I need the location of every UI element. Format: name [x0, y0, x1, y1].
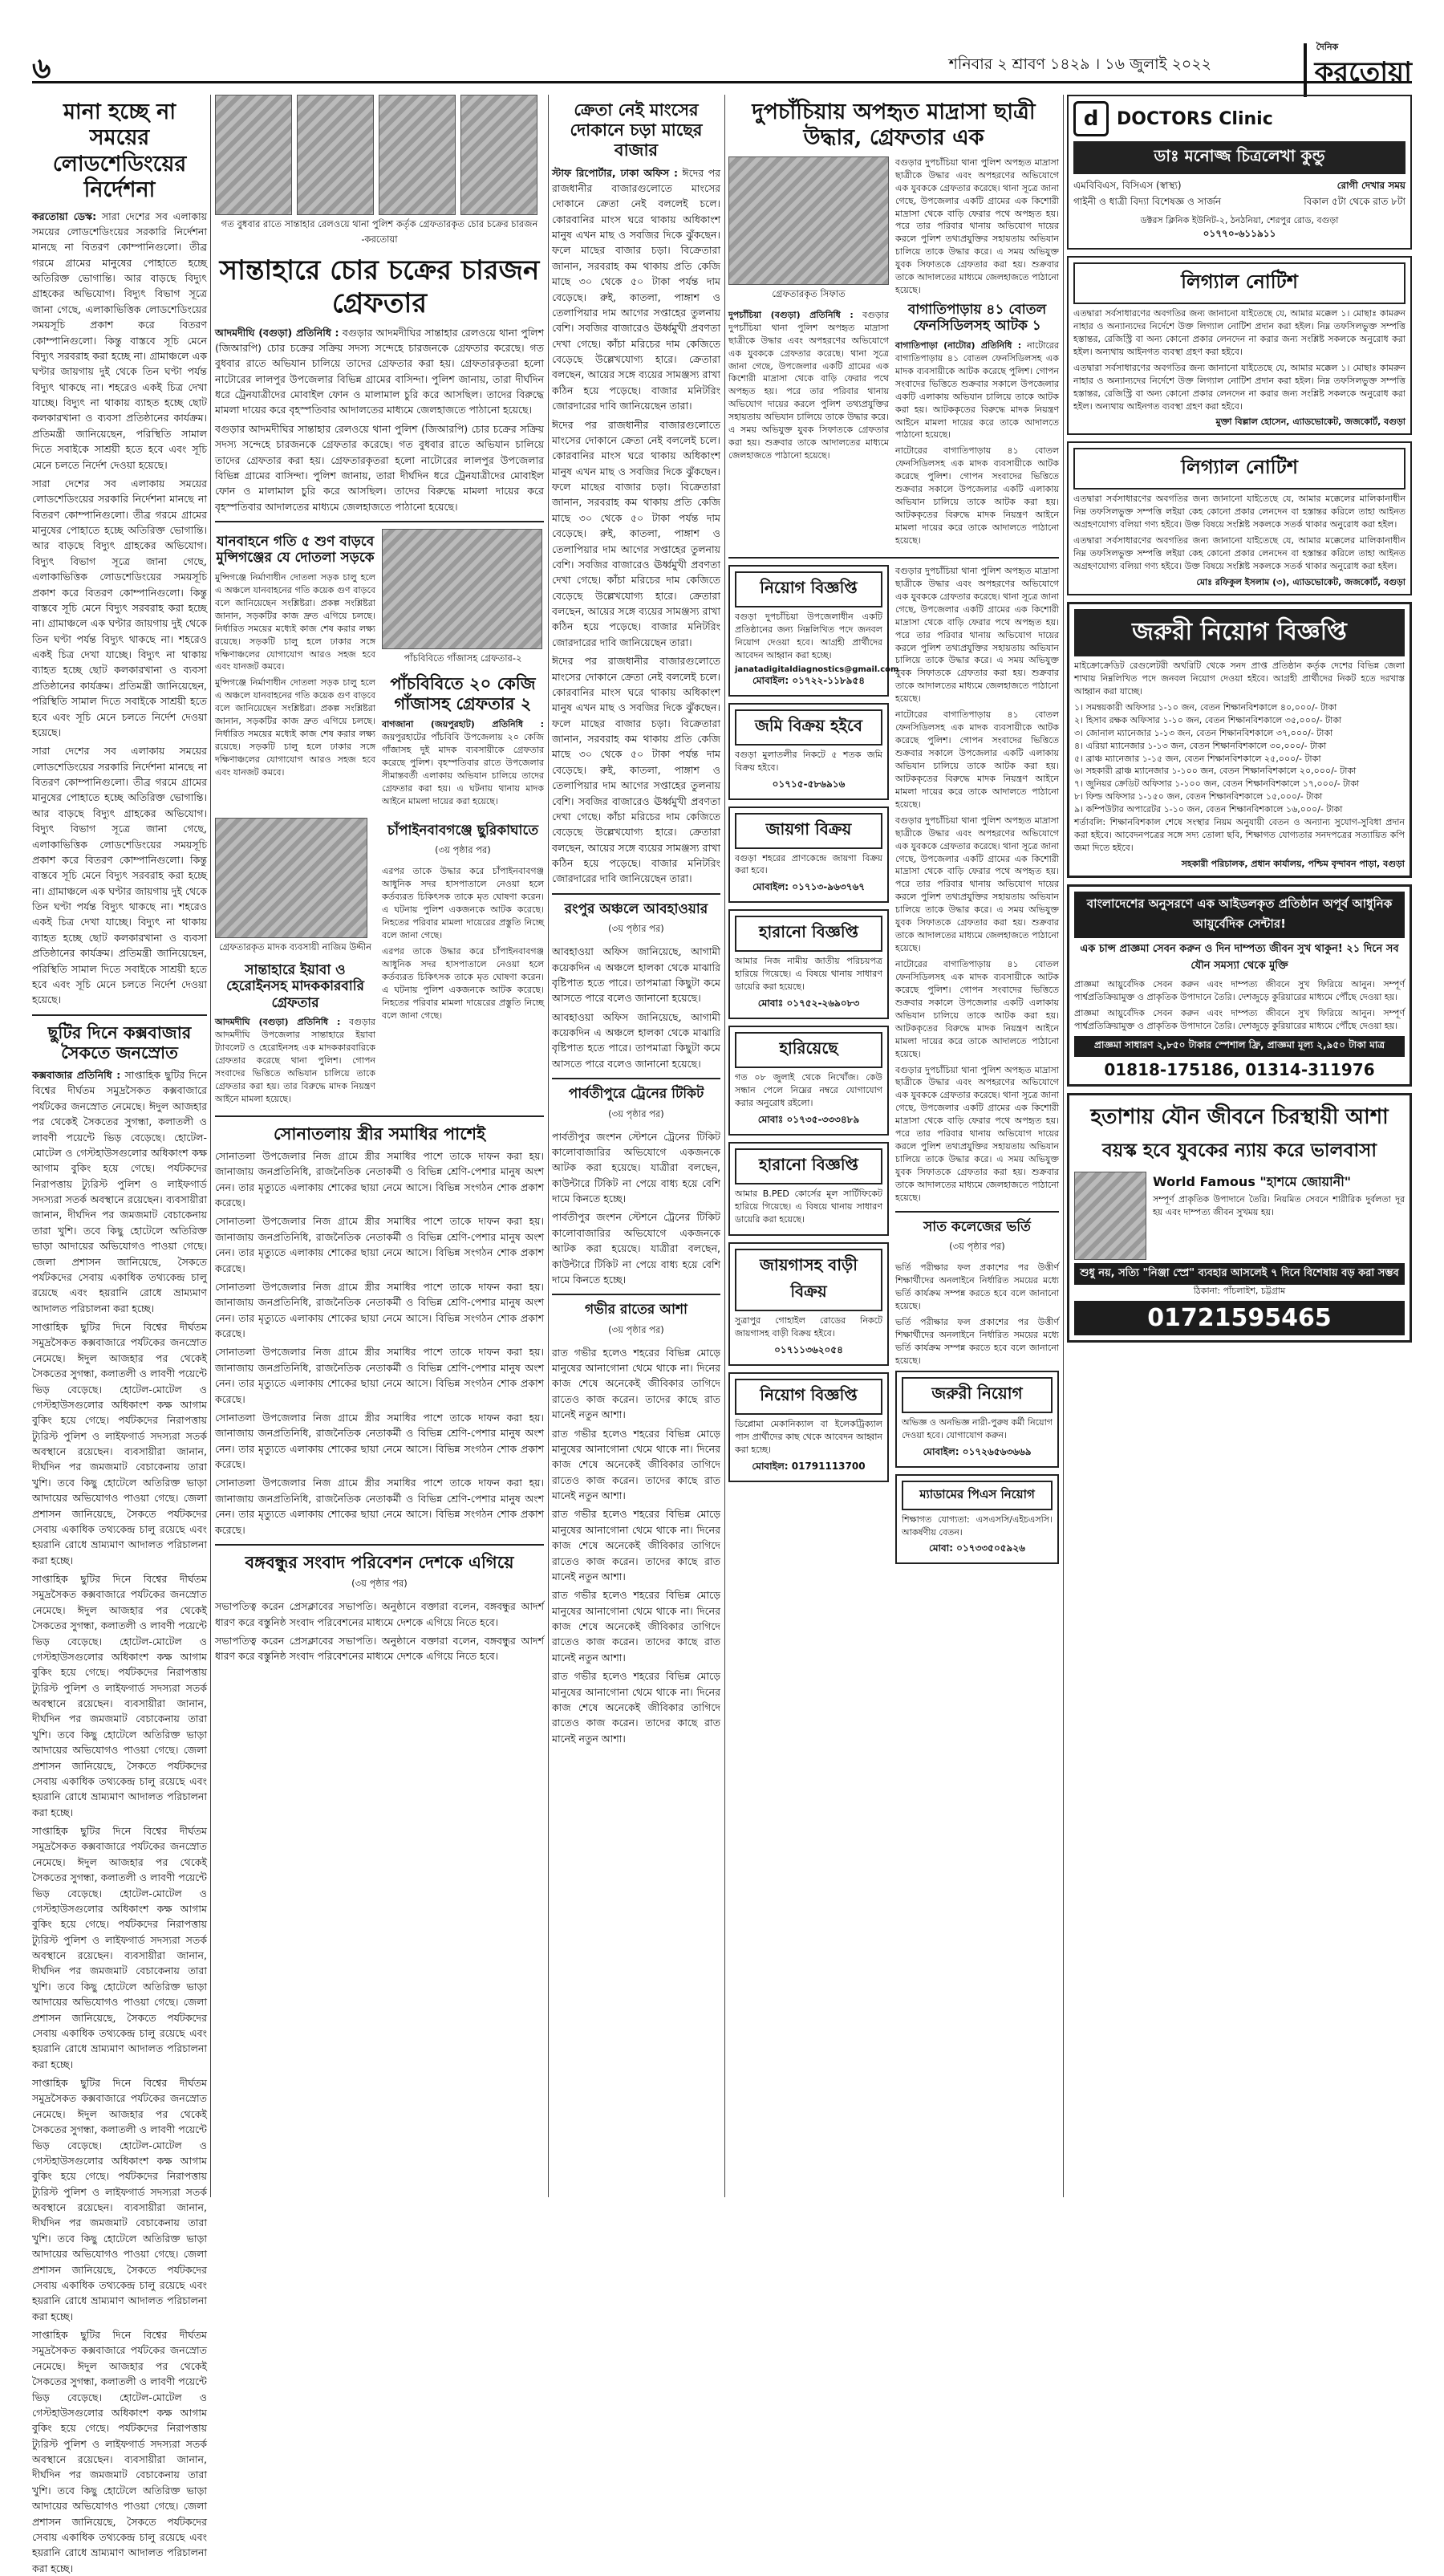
ad-phone: ০১৭১১৩৬২০৫৪: [774, 1343, 843, 1355]
article-body: নাটোরের বাগাতিপাড়ায় ৪১ বোতল ফেনসিডিলসহ এক মাদক ব্যবসায়ীকে আটক করেছে পুলিশ। গোপন সংবাদের ভিত্তিতে শুক্রবার সকালে উপজেলার একটি এলাকায় অভিযান চালিয়ে তাকে আটক করা হয়। আটককৃতের বিরুদ্ধে মাদক নিয়ন্ত্রণ আইনে মামলা দায়ের করে তাকে আদালতে পাঠানো হয়েছে।: [895, 339, 1059, 441]
photo-caption: গ্রেফতারকৃত সিফাত: [772, 287, 846, 299]
ad-body: শিক্ষাগত যোগ্যতা: এসএসসি/এইচএসসি। আকর্ষণীয় বেতন।: [902, 1514, 1053, 1538]
article-body: সারা দেশের সব এলাকায় সময়ের লোডশেডিংয়ের সরকারি নির্দেশনা মানছে না বিতরণ কোম্পানিগুলো। তীব্র গরমে গ্রামের মানুষের পোহাতে হচ্ছে অতিরিক্ত ভোগান্তি। আর বাড়ছে বিদ্যুৎ গ্রাহকের অভিযোগ। বিদ্যুৎ বিভাগ সূত্রে জানা গেছে, এলাকাভিত্তিক লোডশেডিংয়ের সময়সূচি প্রকাশ করে বিতরণ কোম্পানিগুলো। কিন্তু বাস্তবে সূচি মেনে বিদ্যুৎ সরবরাহ করা হচ্ছে না। গ্রামাঞ্চলে এক ঘণ্টার জায়গায় দুই থেকে তিন ঘণ্টা পর্যন্ত বিদ্যুৎ থাকছে না। শহরেও একই চিত্র দেখা যাচ্ছে। বিদ্যুৎ না থাকায় ব্যাহত হচ্ছে ছোট কলকারখানা ও ব্যবসা প্রতিষ্ঠানের কার্যক্রম। প্রতিমন্ত্রী জানিয়েছেন, পরিস্থিতি সামাল দিতে সবাইকে সাশ্রয়ী হতে হবে এবং সূচি মেনে চলতে নির্দেশ দেওয়া হয়েছে।: [32, 209, 207, 471]
split-row: [215, 529, 544, 811]
article-body: সভাপতিত্ব করেন প্রেসক্লাবের সভাপতি। অনুষ্ঠানে বক্তারা বলেন, বঙ্গবন্ধুর আদর্শ ধারণ করে বস্তুনিষ্ঠ সংবাদ পরিবেশনের মাধ্যমে দেশকে এগিয়ে নিতে হবে।: [215, 1634, 544, 1663]
article-body: বগুড়ার আদমদীঘির সান্তাহার রেলওয়ে থানা পুলিশ (জিআরপি) চোর চক্রের সক্রিয় সদস্য সন্দেহে চারজনকে গ্রেফতার করেছে। গত বুধবার রাতে অভিযান চালিয়ে তাদের গ্রেফতার করা হয়। গ্রেফতারকৃতরা হলো নাটোরের লালপুর উপজেলার বিভিন্ন গ্রামের বাসিন্দা। পুলিশ জানায়, তারা দীর্ঘদিন ধরে ট্রেনযাত্রীদের মোবাইল ফোন ও মালামাল চুরি করে আসছিল। তাদের বিরুদ্ধে মামলা দায়ের করে বৃহস্পতিবার আদালতের মাধ্যমে জেলহাজতে পাঠানো হয়েছে।: [215, 326, 544, 416]
recruit-item: ৯। কম্পিউটার অপারেটর ১-১০ জন, বেতন শিক্ষানবিশকালে ১৬,০০০/- টাকা: [1074, 804, 1343, 815]
recruit-item: ৩। জোনাল ম্যানেজার ১-১৩ জন, বেতন শিক্ষানবিশকালে ৩৭,০০০/- টাকা: [1074, 727, 1333, 738]
ad-body: আমার নিজ নামীয় জাতীয় পরিচয়পত্র হারিয়ে গিয়েছে। এ বিষয়ে থানায় সাধারণ ডায়েরি করা হয়েছে।: [735, 956, 882, 993]
ad-body: প্রাজ্ঞমা আয়ুর্বেদিক সেবন করুন এবং দাম্পত্য জীবনে সুখ ফিরিয়ে আনুন। সম্পূর্ণ পার্শ্বপ্রতিক্রিয়ামুক্ত ও প্রাকৃতিক উপাদানে তৈরি। দেশজুড়ে কুরিয়ারের মাধ্যমে পৌঁছে দেওয়া হয়।: [1074, 1007, 1405, 1031]
headline: ছুটির দিনে কক্সবাজার সৈকতে জনস্রোত: [47, 1022, 192, 1062]
lost-certificate-ad: [728, 1142, 889, 1236]
urgent-job-ad: [895, 1371, 1059, 1468]
double-road-article: [215, 529, 375, 811]
notice-body: এতদ্বারা সর্বসাধারণের অবগতির জন্য জানানো যাইতেছে যে, আমার মক্কেলের মালিকানাধীন নিম্ন তফসিলভুক্ত সম্পত্তি লইয়া কেহ কোনো প্রকার লেনদেন বা হস্তান্তর করিলে তাহা আইনত অগ্রহণযোগ্য বলিয়া গণ্য হইবে। উক্ত বিষয়ে সংশ্লিষ্ট সকলকে সতর্ক থাকার অনুরোধ করা হইল।: [1073, 494, 1405, 530]
article-body: সাপ্তাহিক ছুটির দিনে বিশ্বের দীর্ঘতম সমুদ্রসৈকত কক্সবাজারে পর্যটকের জনস্রোত নেমেছে। ঈদুল আজহার পর থেকেই সৈকতের সুগন্ধা, কলাতলী ও লাবণী পয়েন্টে ভিড় বেড়েছে। হোটেল-মোটেল ও গেস্টহাউসগুলোর অধিকাংশ কক্ষ আগাম বুকিং হয়ে গেছে। পর্যটকদের নিরাপত্তায় ট্যুরিস্ট পুলিশ ও লাইফগার্ড সদস্যরা সতর্ক অবস্থানে রয়েছেন। ব্যবসায়ীরা জানান, দীর্ঘদিন পর জমজমাট বেচাকেনায় তারা খুশি। তবে কিছু হোটেলে অতিরিক্ত ভাড়া আদায়ের অভিযোগও পাওয়া গেছে। জেলা প্রশাসন জানিয়েছে, সৈকতে পর্যটকদের সেবায় একাধিক তথ্যকেন্দ্র চালু রয়েছে এবং হয়রানি রোধে ভ্রাম্যমাণ আদালত পরিচালনা করা হচ্ছে।: [32, 1825, 207, 2070]
headline: সাত কলেজের ভর্তি: [923, 1218, 1031, 1235]
article-body: সাপ্তাহিক ছুটির দিনে বিশ্বের দীর্ঘতম সমুদ্রসৈকত কক্সবাজারে পর্যটকের জনস্রোত নেমেছে। ঈদুল আজহার পর থেকেই সৈকতের সুগন্ধা, কলাতলী ও লাবণী পয়েন্টে ভিড় বেড়েছে। হোটেল-মোটেল ও গেস্টহাউসগুলোর অধিকাংশ কক্ষ আগাম বুকিং হয়ে গেছে। পর্যটকদের নিরাপত্তায় ট্যুরিস্ট পুলিশ ও লাইফগার্ড সদস্যরা সতর্ক অবস্থানে রয়েছেন। ব্যবসায়ীরা জানান, দীর্ঘদিন পর জমজমাট বেচাকেনায় তারা খুশি। তবে কিছু হোটেলে অতিরিক্ত ভাড়া আদায়ের অভিযোগও পাওয়া গেছে। জেলা প্রশাসন জানিয়েছে, সৈকতে পর্যটকদের সেবায় একাধিক তথ্যকেন্দ্র চালু রয়েছে এবং হয়রানি রোধে ভ্রাম্যমাণ আদালত পরিচালনা করা হচ্ছে।: [32, 2329, 207, 2574]
bangabandhu-article: [215, 1552, 544, 1664]
article-body: সারা দেশের সব এলাকায় সময়ের লোডশেডিংয়ের সরকারি নির্দেশনা মানছে না বিতরণ কোম্পানিগুলো। তীব্র গরমে গ্রামের মানুষের পোহাতে হচ্ছে অতিরিক্ত ভোগান্তি। আর বাড়ছে বিদ্যুৎ গ্রাহকের অভিযোগ। বিদ্যুৎ বিভাগ সূত্রে জানা গেছে, এলাকাভিত্তিক লোডশেডিংয়ের সময়সূচি প্রকাশ করে বিতরণ কোম্পানিগুলো। কিন্তু বাস্তবে সূচি মেনে বিদ্যুৎ সরবরাহ করা হচ্ছে না। গ্রামাঞ্চলে এক ঘণ্টার জায়গায় দুই থেকে তিন ঘণ্টা পর্যন্ত বিদ্যুৎ থাকছে না। শহরেও একই চিত্র দেখা যাচ্ছে। বিদ্যুৎ না থাকায় ব্যাহত হচ্ছে ছোট কলকারখানা ও ব্যবসা প্রতিষ্ঠানের কার্যক্রম। প্রতিমন্ত্রী জানিয়েছেন, পরিস্থিতি সামাল দিতে সবাইকে সাশ্রয়ী হতে হবে এবং সূচি মেনে চলতে নির্দেশ দেওয়া হয়েছে।: [32, 477, 207, 738]
article-body: বগুড়ার দুপচাঁচিয়া থানা পুলিশ অপহৃত মাদ্রাসা ছাত্রীকে উদ্ধার এবং অপহরণের অভিযোগে এক যুবককে গ্রেফতার করেছে। থানা সূত্রে জানা গেছে, উপজেলার একটি গ্রামের এক কিশোরী মাদ্রাসা থেকে বাড়ি ফেরার পথে অপহৃত হয়। পরে তার পরিবার থানায় অভিযোগ দায়ের করলে পুলিশ তথ্যপ্রযুক্তির সহায়তায় অভিযান চালিয়ে তাকে উদ্ধার করে। এ সময় অভিযুক্ত যুবক সিফাতকে গ্রেফতার করা হয়। শুক্রবার তাকে আদালতের মাধ্যমে জেলহাজতে পাঠানো হয়েছে।: [728, 309, 890, 461]
ad-subheadline: বয়স্ক হবে যুবকের ন্যায় করে ভালবাসা: [1102, 1140, 1377, 1161]
headline: বাগাতিপাড়ায় ৪১ বোতল ফেনসিডিলসহ আটক ১: [907, 302, 1047, 335]
ad-body: ডিপ্লোমা মেকানিক্যাল বা ইলেকট্রিক্যাল পাস প্রার্থীদের কাছ থেকে আবেদন আহ্বান করা হচ্ছে।: [735, 1418, 882, 1455]
article-body: ভর্তি পরীক্ষার ফল প্রকাশের পর উত্তীর্ণ শিক্ষার্থীদের অনলাইনে নির্ধারিত সময়ের মধ্যে ভর্তি কার্যক্রম সম্পন্ন করতে হবে বলে জানানো হয়েছে।: [895, 1316, 1059, 1366]
article-body: রাত গভীর হলেও শহরের বিভিন্ন মোড়ে মানুষের আনাগোনা থেমে থাকে না। দিনের কাজ শেষে অনেকেই জীবিকার তাগিদে রাতেও কাজ করেন। তাদের কাছে রাত মানেই নতুন আশা।: [552, 1427, 720, 1502]
divider: [215, 1544, 544, 1546]
article-body: রাত গভীর হলেও শহরের বিভিন্ন মোড়ে মানুষের আনাগোনা থেমে থাকে না। দিনের কাজ শেষে অনেকেই জীবিকার তাগিদে রাতেও কাজ করেন। তাদের কাছে রাত মানেই নতুন আশা।: [552, 1508, 720, 1583]
article-body: ঈদের পর রাজধানীর বাজারগুলোতে মাংসের দোকানে ক্রেতা নেই বললেই চলে। কোরবানির মাংস ঘরে থাকায় অধিকাংশ মানুষ এখন মাছ ও সবজির দিকে ঝুঁকছেন। ফলে মাছের বাজার চড়া। বিক্রেতারা জানান, সরবরাহ কম থাকায় প্রতি কেজি মাছে ৩০ থেকে ৫০ টাকা পর্যন্ত দাম বেড়েছে। রুই, কাতলা, পাঙ্গাশ ও তেলাপিয়ার দাম আগের সপ্তাহের তুলনায় বেশি। সবজির বাজারেও ঊর্ধ্বমুখী প্রবণতা দেখা গেছে। কাঁচা মরিচের দাম কেজিতে বেড়েছে উল্লেখযোগ্য হারে। ক্রেতারা বলছেন, আয়ের সঙ্গে ব্যয়ের সামঞ্জস্য রাখা কঠিন হয়ে পড়েছে। বাজার মনিটরিং জোরদারের দাবি জানিয়েছেন তারা।: [552, 418, 720, 648]
article-body: ভর্তি পরীক্ষার ফল প্রকাশের পর উত্তীর্ণ শিক্ষার্থীদের অনলাইনে নির্ধারিত সময়ের মধ্যে ভর্তি কার্যক্রম সম্পন্ন করতে হবে বলে জানানো হয়েছে।: [895, 1262, 1059, 1312]
ad-body: বগুড়া মুলাতলীর নিকটে ৫ শতক জমি বিক্রয় হইবে।: [735, 749, 882, 773]
article-body: রাত গভীর হলেও শহরের বিভিন্ন মোড়ে মানুষের আনাগোনা থেমে থাকে না। দিনের কাজ শেষে অনেকেই জীবিকার তাগিদে রাতেও কাজ করেন। তাদের কাছে রাত মানেই নতুন আশা।: [552, 1589, 720, 1664]
continuation-note: (৩য় পৃষ্ঠার পর): [608, 923, 664, 935]
ad-body: প্রাজ্ঞমা আয়ুর্বেদিক সেবন করুন এবং দাম্পত্য জীবনে সুখ ফিরিয়ে আনুন। সম্পূর্ণ পার্শ্বপ্রতিক্রিয়ামুক্ত ও প্রাকৃতিক উপাদানে তৈরি। দেশজুড়ে কুরিয়ারের মাধ্যমে পৌঁছে দেওয়া হয়।: [1074, 978, 1405, 1002]
column-4: [728, 95, 1059, 2197]
ad-title: নিয়োগ বিজ্ঞপ্তি: [735, 571, 882, 607]
article-body: সাপ্তাহিক ছুটির দিনে বিশ্বের দীর্ঘতম সমুদ্রসৈকত কক্সবাজারে পর্যটকের জনস্রোত নেমেছে। ঈদুল আজহার পর থেকেই সৈকতের সুগন্ধা, কলাতলী ও লাবণী পয়েন্টে ভিড় বেড়েছে। হোটেল-মোটেল ও গেস্টহাউসগুলোর অধিকাংশ কক্ষ আগাম বুকিং হয়ে গেছে। পর্যটকদের নিরাপত্তায় ট্যুরিস্ট পুলিশ ও লাইফগার্ড সদস্যরা সতর্ক অবস্থানে রয়েছেন। ব্যবসায়ীরা জানান, দীর্ঘদিন পর জমজমাট বেচাকেনায় তারা খুশি। তবে কিছু হোটেলে অতিরিক্ত ভাড়া আদায়ের অভিযোগও পাওয়া গেছে। জেলা প্রশাসন জানিয়েছে, সৈকতে পর্যটকদের সেবায় একাধিক তথ্যকেন্দ্র চালু রয়েছে এবং হয়রানি রোধে ভ্রাম্যমাণ আদালত পরিচালনা করা হচ্ছে।: [32, 2077, 207, 2322]
article-body: পার্বতীপুর জংশন স্টেশনে ট্রেনের টিকিট কালোবাজারির অভিযোগে একজনকে আটক করা হয়েছে। যাত্রীরা বলছেন, কাউন্টারে টিকিট না পেয়ে বাধ্য হয়ে বেশি দামে কিনতে হচ্ছে।: [552, 1211, 720, 1286]
column-divider: [1063, 95, 1064, 2197]
headline: চাঁপাইনবাবগঞ্জে ছুরিকাঘাতে: [387, 823, 539, 839]
ad-phone: মোবাইল: ০১৭১৩-৯৬৩৭৬৭: [752, 881, 866, 893]
photo-caption: পাঁচবিবিতে গাঁজাসহ গ্রেফতার-২: [404, 652, 522, 664]
ad-banner: World Famous "হাশমে জোয়ানী": [1153, 1173, 1352, 1189]
suspect-photo: [460, 95, 537, 215]
ad-offer: শুধু নয়, সত্যি "নিঞ্জা স্প্রে" ব্যবহার আসলেই ৭ দিনে বিশেষায় বড় করা সম্ভব: [1074, 1263, 1405, 1285]
newspaper-title: করতোয়া: [1314, 56, 1412, 88]
article-body: এরপর তাকে উদ্ধার করে চাঁপাইনবাবগঞ্জ আধুনিক সদর হাসপাতালে নেওয়া হলে কর্তব্যরত চিকিৎসক তাকে মৃত ঘোষণা করেন। এ ঘটনায় পুলিশ একজনকে আটক করেছে। নিহতের পরিবার মামলা দায়েরের প্রস্তুতি নিচ্ছে বলে জানা গেছে।: [382, 866, 544, 941]
coxsbazar-article: [32, 1022, 207, 2576]
ps-job-ad: [895, 1474, 1059, 1565]
recruit-item: ৭। জুনিয়র ক্রেডিট অফিসার ১-১০০ জন, বেতন শিক্ষানবিশকালে ১৭,০০০/- টাকা: [1074, 778, 1360, 790]
divider: [728, 557, 1059, 559]
headline: পার্বতীপুরে ট্রেনের টিকিট: [568, 1086, 704, 1103]
clinic-address: ডক্টরস ক্লিনিক ইউনিট-২, ঠনঠনিয়া, শেরপুর রোড, বগুড়া: [1140, 215, 1339, 226]
ad-body: অভিজ্ঞ ও অনভিজ্ঞ নারী-পুরুষ কর্মী নিয়োগ দেওয়া হবে। যোগাযোগ করুন।: [902, 1416, 1053, 1440]
column-3: [552, 95, 720, 2197]
article-body: ঈদের পর রাজধানীর বাজারগুলোতে মাংসের দোকানে ক্রেতা নেই বললেই চলে। কোরবানির মাংস ঘরে থাকায় অধিকাংশ মানুষ এখন মাছ ও সবজির দিকে ঝুঁকছেন। ফলে মাছের বাজার চড়া। বিক্রেতারা জানান, সরবরাহ কম থাকায় প্রতি কেজি মাছে ৩০ থেকে ৫০ টাকা পর্যন্ত দাম বেড়েছে। রুই, কাতলা, পাঙ্গাশ ও তেলাপিয়ার দাম আগের সপ্তাহের তুলনায় বেশি। সবজির বাজারেও ঊর্ধ্বমুখী প্রবণতা দেখা গেছে। কাঁচা মরিচের দাম কেজিতে বেড়েছে উল্লেখযোগ্য হারে। ক্রেতারা বলছেন, আয়ের সঙ্গে ব্যয়ের সামঞ্জস্য রাখা কঠিন হয়ে পড়েছে। বাজার মনিটরিং জোরদারের দাবি জানিয়েছেন তারা।: [552, 655, 720, 885]
newspaper-small-label: দৈনিক: [1316, 42, 1339, 52]
ad-title: ম্যাডামের পিএস নিয়োগ: [902, 1481, 1053, 1510]
dateline: বাগাতিপাড়া (নাটোর) প্রতিনিধি :: [895, 339, 1022, 351]
continuation-note: (৩য় পৃষ্ঠার পর): [608, 1323, 664, 1335]
article-body: বগুড়ার দুপচাঁচিয়া থানা পুলিশ অপহৃত মাদ্রাসা ছাত্রীকে উদ্ধার এবং অপহরণের অভিযোগে এক যুবককে গ্রেফতার করেছে। থানা সূত্রে জানা গেছে, উপজেলার একটি গ্রামের এক কিশোরী মাদ্রাসা থেকে বাড়ি ফেরার পথে অপহৃত হয়। পরে তার পরিবার থানায় অভিযোগ দায়ের করলে পুলিশ তথ্যপ্রযুক্তির সহায়তায় অভিযান চালিয়ে তাকে উদ্ধার করে। এ সময় অভিযুক্ত যুবক সিফাতকে গ্রেফতার করা হয়। শুক্রবার তাকে আদালতের মাধ্যমে জেলহাজতে পাঠানো হয়েছে।: [895, 1064, 1059, 1203]
ganja-photo: [382, 529, 542, 649]
notice-body: এতদ্বারা সর্বসাধারণের অবগতির জন্য জানানো যাইতেছে যে, আমার মক্কেল ১। মোছাঃ কামরুন নাহার ও অন্যান্যদের নির্দেশে উক্ত লিগ্যাল নোটিশ প্রদান করা হইল। নিম্ন তফসিলভুক্ত সম্পত্তি হস্তান্তর, রেজিস্ট্রি বা অন্য কোনো প্রকার লেনদেন না করার জন্য সংশ্লিষ্ট সকলকে অনুরোধ করা হইল। অন্যথায় আইনগত ব্যবস্থা গ্রহণ করা হইবে।: [1073, 362, 1405, 412]
headline: গভীর রাতের আশা: [585, 1302, 688, 1318]
notice-body: এতদ্বারা সর্বসাধারণের অবগতির জন্য জানানো যাইতেছে যে, আমার মক্কেলের মালিকানাধীন নিম্ন তফসিলভুক্ত সম্পত্তি লইয়া কেহ কোনো প্রকার লেনদেন বা হস্তান্তর করিলে তাহা আইনত অগ্রহণযোগ্য বলিয়া গণ্য হইবে। উক্ত বিষয়ে সংশ্লিষ্ট সকলকে সতর্ক থাকার অনুরোধ করা হইল।: [1073, 535, 1405, 572]
yaba-article: [215, 818, 375, 1109]
continuation-note: (৩য় পৃষ্ঠার পর): [351, 1578, 408, 1590]
article-body: মুন্সিগঞ্জে নির্মাণাধীন দোতলা সড়ক চালু হলে এ অঞ্চলে যানবাহনের গতি কয়েক গুণ বাড়বে বলে জানিয়েছেন সংশ্লিষ্টরা। প্রকল্প সংশ্লিষ্টরা জানান, সড়কটির কাজ দ্রুত এগিয়ে চলছে। নির্ধারিত সময়ের মধ্যেই কাজ শেষ করার লক্ষ্য রয়েছে। সড়কটি চালু হলে ঢাকার সঙ্গে দক্ষিণাঞ্চলের যোগাযোগ আরও সহজ হবে এবং যানজট কমবে।: [215, 677, 375, 778]
article-body: পার্বতীপুর জংশন স্টেশনে ট্রেনের টিকিট কালোবাজারির অভিযোগে একজনকে আটক করা হয়েছে। যাত্রীরা বলছেন, কাউন্টারে টিকিট না পেয়ে বাধ্য হয়ে বেশি দামে কিনতে হচ্ছে।: [552, 1130, 720, 1205]
recruit-intro: মাইক্রোক্রেডিট রেগুলেটরী অথরিটি থেকে সনদ প্রাপ্ত প্রতিষ্ঠান কর্তৃক দেশের বিভিন্ন জেলা শাখায় নিম্নলিখিত পদে জনবল নিয়োগ দেওয়া হইবে। আগ্রহী প্রার্থীদের নিকট হতে দরখাস্ত আহ্বান করা যাচ্ছে।: [1074, 660, 1405, 697]
ad-body: আমার B.PED কোর্সের মূল সার্টিফিকেট হারিয়ে গিয়েছে। এ বিষয়ে থানায় সাধারণ ডায়েরি করা হয়েছে।: [735, 1188, 882, 1225]
job-ad: [728, 565, 899, 697]
headline: বঙ্গবন্ধুর সংবাদ পরিবেশন দেশকে এগিয়ে: [245, 1551, 514, 1572]
legal-notice-1: [1067, 256, 1412, 435]
ad-title: জায়গাসহ বাড়ী বিক্রয়: [735, 1249, 882, 1311]
article-body: রাত গভীর হলেও শহরের বিভিন্ন মোড়ে মানুষের আনাগোনা থেমে থাকে না। দিনের কাজ শেষে অনেকেই জীবিকার তাগিদে রাতেও কাজ করেন। তাদের কাছে রাত মানেই নতুন আশা।: [552, 1346, 720, 1421]
article-body: আবহাওয়া অফিস জানিয়েছে, আগামী কয়েকদিন এ অঞ্চলে হালকা থেকে মাঝারি বৃষ্টিপাত হতে পারে। তাপমাত্রা কিছুটা কমে আসতে পারে বলেও জানানো হয়েছে।: [552, 1010, 720, 1070]
column-1: [32, 95, 207, 2574]
dateline: করতোয়া ডেস্ক:: [32, 209, 97, 222]
article-body: সোনাতলা উপজেলার নিজ গ্রামে স্ত্রীর সমাধির পাশে তাকে দাফন করা হয়। জানাজায় জনপ্রতিনিধি, রাজনৈতিক নেতাকর্মী ও বিভিন্ন শ্রেণি-পেশার মানুষ অংশ নেন। তার মৃত্যুতে এলাকায় শোকের ছায়া নেমে আসে। বিভিন্ন সংগঠন শোক প্রকাশ করেছে।: [215, 1280, 544, 1340]
notice-body: এতদ্বারা সর্বসাধারণের অবগতির জন্য জানানো যাইতেছে যে, আমার মক্কেল ১। মোছাঃ কামরুন নাহার ও অন্যান্যদের নির্দেশে উক্ত লিগ্যাল নোটিশ প্রদান করা হইল। নিম্ন তফসিলভুক্ত সম্পত্তি হস্তান্তর, রেজিস্ট্রি বা অন্য কোনো প্রকার লেনদেন না করার জন্য সংশ্লিষ্ট সকলকে অনুরোধ করা হইল। অন্যথায় আইনগত ব্যবস্থা গ্রহণ করা হইবে।: [1073, 307, 1405, 357]
column-5: [1067, 95, 1412, 2197]
headline: দুপচাঁচিয়ায় অপহৃত মাদ্রাসা ছাত্রী উদ্ধার, গ্রেফতার এক: [752, 100, 1036, 151]
dateline: বাগজানা (জয়পুরহাট) প্রতিনিধি :: [382, 719, 544, 730]
recruit-terms: শর্তাবলি: শিক্ষানবিশকাল শেষে সংস্থার নিয়ম অনুযায়ী বেতন ও অন্যান্য সুযোগ-সুবিধা প্রদান করা হইবে। আবেদনপত্রের সঙ্গে সদ্য তোলা ছবি, শিক্ষাগত যোগ্যতার সনদপত্রের সত্যায়িত কপি জমা দিতে হইবে।: [1074, 817, 1405, 854]
recruit-item: ৬। সহকারী ব্রাঞ্চ ম্যানেজার ১-১০০ জন, বেতন শিক্ষানবিশকালে ২০,০০০/- টাকা: [1074, 766, 1357, 777]
thief-gang-article: [215, 254, 544, 514]
ad-body: বগুড়া দুপচাঁচিয়া উপজেলাধীন একটি প্রতিষ্ঠানের জন্য নিম্নলিখিত পদে জনবল নিয়োগ দেওয়া হবে। আগ্রহী প্রার্থীদের আবেদন আহ্বান করা হচ্ছে।: [735, 611, 882, 660]
clinic-logo-icon: d: [1073, 101, 1109, 136]
article-body: ঈদের পর রাজধানীর বাজারগুলোতে মাংসের দোকানে ক্রেতা নেই বললেই চলে। কোরবানির মাংস ঘরে থাকায় অধিকাংশ মানুষ এখন মাছ ও সবজির দিকে ঝুঁকছেন। ফলে মাছের বাজার চড়া। বিক্রেতারা জানান, সরবরাহ কম থাকায় প্রতি কেজি মাছে ৩০ থেকে ৫০ টাকা পর্যন্ত দাম বেড়েছে। রুই, কাতলা, পাঙ্গাশ ও তেলাপিয়ার দাম আগের সপ্তাহের তুলনায় বেশি। সবজির বাজারেও ঊর্ধ্বমুখী প্রবণতা দেখা গেছে। কাঁচা মরিচের দাম কেজিতে বেড়েছে উল্লেখযোগ্য হারে। ক্রেতারা বলছেন, আয়ের সঙ্গে ব্যয়ের সামঞ্জস্য রাখা কঠিন হয়ে পড়েছে। বাজার মনিটরিং জোরদারের দাবি জানিয়েছেন তারা।: [552, 166, 720, 412]
headline: যানবাহনে গতি ৫ শুণ বাড়বে মুন্সিগঞ্জের যে দোতলা সড়কে: [216, 534, 375, 567]
recruit-title: জরুরী নিয়োগ বিজ্ঞপ্তি: [1074, 609, 1405, 656]
hours-label: রোগী দেখার সময়: [1337, 180, 1405, 191]
notice-signature: মোঃ রফিকুল ইসলাম (৩), এ্যাডভোকেট, জজকোর্ট, বগুড়া: [1196, 577, 1405, 587]
ad-phone: মোবা: ০১৭৩৩৫০৫৯২৬: [929, 1542, 1025, 1554]
ad-body: সম্পূর্ণ প্রাকৃতিক উপাদানে তৈরি। নিয়মিত সেবনে শারীরিক দুর্বলতা দূর হয় এবং দাম্পত্য জীবন সুখময় হয়।: [1153, 1193, 1405, 1217]
article-body: সাপ্তাহিক ছুটির দিনে বিশ্বের দীর্ঘতম সমুদ্রসৈকত কক্সবাজারে পর্যটকের জনস্রোত নেমেছে। ঈদুল আজহার পর থেকেই সৈকতের সুগন্ধা, কলাতলী ও লাবণী পয়েন্টে ভিড় বেড়েছে। হোটেল-মোটেল ও গেস্টহাউসগুলোর অধিকাংশ কক্ষ আগাম বুকিং হয়ে গেছে। পর্যটকদের নিরাপত্তায় ট্যুরিস্ট পুলিশ ও লাইফগার্ড সদস্যরা সতর্ক অবস্থানে রয়েছেন। ব্যবসায়ীরা জানান, দীর্ঘদিন পর জমজমাট বেচাকেনায় তারা খুশি। তবে কিছু হোটেলে অতিরিক্ত ভাড়া আদায়ের অভিযোগও পাওয়া গেছে। জেলা প্রশাসন জানিয়েছে, সৈকতে পর্যটকদের সেবায় একাধিক তথ্যকেন্দ্র চালু রয়েছে এবং হয়রানি রোধে ভ্রাম্যমাণ আদালত পরিচালনা করা হচ্ছে।: [32, 1573, 207, 1818]
article-body: নাটোরের বাগাতিপাড়ায় ৪১ বোতল ফেনসিডিলসহ এক মাদক ব্যবসায়ীকে আটক করেছে পুলিশ। গোপন সংবাদের ভিত্তিতে শুক্রবার সকালে উপজেলার একটি এলাকায় অভিযান চালিয়ে তাকে আটক করা হয়। আটককৃতের বিরুদ্ধে মাদক নিয়ন্ত্রণ আইনে মামলা দায়ের করে তাকে আদালতে পাঠানো হয়েছে।: [895, 709, 1059, 810]
ad-title: জরুরী নিয়োগ: [902, 1377, 1053, 1413]
parbatipur-article: [552, 1086, 720, 1287]
recruit-item: ৮। ফিল্ড অফিসার ১-১৫০ জন, বেতন শিক্ষানবিশকালে ১৫,০০০/- টাকা: [1074, 791, 1323, 802]
madrasa-article: [728, 100, 1059, 551]
ad-phone: মোবাঃ ০১৭৫২-২৬৯০৮৩: [757, 997, 860, 1010]
photo-caption: গত বুধবার রাতে সান্তাহার রেলওয়ে থানা পুলিশ কর্তৃক গ্রেফতারকৃত চোর চক্রের চারজন -করতোয়া: [221, 218, 538, 245]
legal-notice-2: [1067, 441, 1412, 595]
article-body: বগুড়ার দুপচাঁচিয়া থানা পুলিশ অপহৃত মাদ্রাসা ছাত্রীকে উদ্ধার এবং অপহরণের অভিযোগে এক যুবককে গ্রেফতার করেছে। থানা সূত্রে জানা গেছে, উপজেলার একটি গ্রামের এক কিশোরী মাদ্রাসা থেকে বাড়ি ফেরার পথে অপহৃত হয়। পরে তার পরিবার থানায় অভিযোগ দায়ের করলে পুলিশ তথ্যপ্রযুক্তির সহায়তায় অভিযান চালিয়ে তাকে উদ্ধার করে। এ সময় অভিযুক্ত যুবক সিফাতকে গ্রেফতার করা হয়। শুক্রবার তাকে আদালতের মাধ্যমে জেলহাজতে পাঠানো হয়েছে।: [895, 565, 1059, 705]
consult-hours: বিকাল ৫টা থেকে রাত ৮টা: [1304, 196, 1405, 207]
article-body: আবহাওয়া অফিস জানিয়েছে, আগামী কয়েকদিন এ অঞ্চলে হালকা থেকে মাঝারি বৃষ্টিপাত হতে পারে। তাপমাত্রা কিছুটা কমে আসতে পারে বলেও জানানো হয়েছে।: [552, 945, 720, 1005]
suspects-photo-row: [215, 95, 544, 215]
article-body: জয়পুরহাটের পাঁচবিবি উপজেলায় ২০ কেজি গাঁজাসহ দুই মাদক ব্যবসায়ীকে গ্রেফতার করেছে পুলিশ। বৃহস্পতিবার রাতে উপজেলার সীমান্তবর্তী এলাকায় অভিযান চালিয়ে তাদের গ্রেফতার করা হয়। এ ঘটনায় থানায় মাদক আইনে মামলা দায়ের করা হয়েছে।: [382, 732, 544, 807]
doctor-speciality: গাইনী ও ধাত্রী বিদ্যা বিশেষজ্ঞ ও সার্জন: [1073, 196, 1222, 207]
ad-headline: হতাশায় যৌন জীবনে চিরস্থায়ী আশা: [1090, 1104, 1389, 1129]
ad-body: গত ০৮ জুলাই থেকে নিখোঁজ। কেউ সন্ধান পেলে নিম্নের নম্বরে যোগাযোগ করার অনুরোধ রইলো।: [735, 1072, 882, 1109]
article-body: বগুড়ার আদমদীঘি উপজেলার সান্তাহারে ইয়াবা ট্যাবলেট ও হেরোইনসহ এক মাদককারবারিকে গ্রেফতার করেছে থানা পুলিশ। গোপন সংবাদের ভিত্তিতে অভিযান চালিয়ে তাকে গ্রেফতার করা হয়। তার বিরুদ্ধে মাদক নিয়ন্ত্রণ আইনে মামলা হয়েছে।: [215, 1017, 375, 1104]
ad-email[interactable]: janatadigitaldiagnostics@gmail.com: [735, 664, 899, 674]
ad-address: ঠিকানা: পাঁচলাইশ, চট্টগ্রাম: [1193, 1285, 1286, 1296]
page-number: ৬: [32, 52, 51, 85]
doctor-ad: [1067, 95, 1412, 250]
land-sale-ad: [728, 703, 889, 800]
article-body: সোনাতলা উপজেলার নিজ গ্রামে স্ত্রীর সমাধির পাশে তাকে দাফন করা হয়। জানাজায় জনপ্রতিনিধি, রাজনৈতিক নেতাকর্মী ও বিভিন্ন শ্রেণি-পেশার মানুষ অংশ নেন। তার মৃত্যুতে এলাকায় শোকের ছায়া নেমে আসে। বিভিন্ন সংগঠন শোক প্রকাশ করেছে।: [215, 1149, 544, 1209]
continuation-note: (৩য় পৃষ্ঠার পর): [949, 1241, 1005, 1253]
meat-market-article: [552, 100, 720, 887]
recruit-item: ৫। ব্রাঞ্চ ম্যানেজার ১-১৫ জন, বেতন শিক্ষানবিশকালে ২৫,০০০/- টাকা: [1074, 753, 1321, 764]
ayurvedic-ad: [1067, 884, 1412, 1087]
notice-title: লিগ্যাল নোটিশ: [1073, 262, 1405, 304]
article-body: সোনাতলা উপজেলার নিজ গ্রামে স্ত্রীর সমাধির পাশে তাকে দাফন করা হয়। জানাজায় জনপ্রতিনিধি, রাজনৈতিক নেতাকর্মী ও বিভিন্ন শ্রেণি-পেশার মানুষ অংশ নেন। তার মৃত্যুতে এলাকায় শোকের ছায়া নেমে আসে। বিভিন্ন সংগঠন শোক প্রকাশ করেছে।: [215, 1215, 544, 1274]
article-body: সভাপতিত্ব করেন প্রেসক্লাবের সভাপতি। অনুষ্ঠানে বক্তারা বলেন, বঙ্গবন্ধুর আদর্শ ধারণ করে বস্তুনিষ্ঠ সংবাদ পরিবেশনের মাধ্যমে দেশকে এগিয়ে নিতে হবে।: [215, 1600, 544, 1628]
dateline: কক্সবাজার প্রতিনিধি :: [32, 1069, 121, 1082]
night-article: [552, 1302, 720, 1746]
column-divider: [210, 95, 211, 2197]
dateline: স্টাফ রিপোর্টার, ঢাকা অফিস :: [552, 166, 679, 179]
article-body: নাটোরের বাগাতিপাড়ায় ৪১ বোতল ফেনসিডিলসহ এক মাদক ব্যবসায়ীকে আটক করেছে পুলিশ। গোপন সংবাদের ভিত্তিতে শুক্রবার সকালে উপজেলার একটি এলাকায় অভিযান চালিয়ে তাকে আটক করা হয়। আটককৃতের বিরুদ্ধে মাদক নিয়ন্ত্রণ আইনে মামলা দায়ের করে তাকে আদালতে পাঠানো হয়েছে।: [895, 959, 1059, 1059]
dateline: আদমদীঘি (বগুড়া) প্রতিনিধি :: [215, 1017, 341, 1028]
article-body: সোনাতলা উপজেলার নিজ গ্রামে স্ত্রীর সমাধির পাশে তাকে দাফন করা হয়। জানাজায় জনপ্রতিনিধি, রাজনৈতিক নেতাকর্মী ও বিভিন্ন শ্রেণি-পেশার মানুষ অংশ নেন। তার মৃত্যুতে এলাকায় শোকের ছায়া নেমে আসে। বিভিন্ন সংগঠন শোক প্রকাশ করেছে।: [215, 1411, 544, 1471]
seven-college-article: [895, 1219, 1059, 1367]
continuation-note: (৩য় পৃষ্ঠার পর): [608, 1107, 664, 1119]
lost-notice-ad: [728, 909, 889, 1019]
ad-headline: বাংলাদেশের অনুসরণে এক আইডলকৃত প্রতিষ্ঠান অপূর্ব আধুনিক আয়ুর্বেদিক সেন্টার!: [1074, 892, 1405, 938]
ad-phone: 01818-175186, 01314-311976: [1104, 1059, 1375, 1079]
divider: [552, 1294, 720, 1295]
house-sale-ad: [728, 1242, 889, 1366]
doctor-degree: এমবিবিএস, বিসিএস (স্বাস্থ্য): [1073, 180, 1182, 191]
ad-title: জমি বিক্রয় হইবে: [735, 709, 882, 746]
headline: মানা হচ্ছে না সময়ের লোডশেডিংয়ের নির্দেশনা: [52, 100, 187, 203]
divider: [552, 893, 720, 895]
article-body: বগুড়ার দুপচাঁচিয়া থানা পুলিশ অপহৃত মাদ্রাসা ছাত্রীকে উদ্ধার এবং অপহরণের অভিযোগে এক যুবককে গ্রেফতার করেছে। থানা সূত্রে জানা গেছে, উপজেলার একটি গ্রামের এক কিশোরী মাদ্রাসা থেকে বাড়ি ফেরার পথে অপহৃত হয়। পরে তার পরিবার থানায় অভিযোগ দায়ের করলে পুলিশ তথ্যপ্রযুক্তির সহায়তায় অভিযান চালিয়ে তাকে উদ্ধার করে। এ সময় অভিযুক্ত যুবক সিফাতকে গ্রেফতার করা হয়। শুক্রবার তাকে আদালতের মাধ্যমে জেলহাজতে পাঠানো হয়েছে।: [895, 815, 1059, 954]
loadshedding-article: [32, 100, 207, 1008]
classifieds-area: [728, 565, 1059, 1571]
recruitment-ad: [1067, 602, 1412, 878]
article-body: সাপ্তাহিক ছুটির দিনে বিশ্বের দীর্ঘতম সমুদ্রসৈকত কক্সবাজারে পর্যটকের জনস্রোত নেমেছে। ঈদুল আজহার পর থেকেই সৈকতের সুগন্ধা, কলাতলী ও লাবণী পয়েন্টে ভিড় বেড়েছে। হোটেল-মোটেল ও গেস্টহাউসগুলোর অধিকাংশ কক্ষ আগাম বুকিং হয়ে গেছে। পর্যটকদের নিরাপত্তায় ট্যুরিস্ট পুলিশ ও লাইফগার্ড সদস্যরা সতর্ক অবস্থানে রয়েছেন। ব্যবসায়ীরা জানান, দীর্ঘদিন পর জমজমাট বেচাকেনায় তারা খুশি। তবে কিছু হোটেলে অতিরিক্ত ভাড়া আদায়ের অভিযোগও পাওয়া গেছে। জেলা প্রশাসন জানিয়েছে, সৈকতে পর্যটকদের সেবায় একাধিক তথ্যকেন্দ্র চালু রয়েছে এবং হয়রানি রোধে ভ্রাম্যমাণ আদালত পরিচালনা করা হচ্ছে।: [32, 1321, 207, 1566]
rangpur-article: [552, 901, 720, 1071]
article-body: নাটোরের বাগাতিপাড়ায় ৪১ বোতল ফেনসিডিলসহ এক মাদক ব্যবসায়ীকে আটক করেছে পুলিশ। গোপন সংবাদের ভিত্তিতে শুক্রবার সকালে উপজেলার একটি এলাকায় অভিযান চালিয়ে তাকে আটক করা হয়। আটককৃতের বিরুদ্ধে মাদক নিয়ন্ত্রণ আইনে মামলা দায়ের করে তাকে আদালতে পাঠানো হয়েছে।: [895, 445, 1059, 546]
ad-phone: মোবাইল: 01791113700: [752, 1460, 866, 1472]
clinic-name: DOCTORS Clinic: [1117, 108, 1273, 129]
place-sale-ad: [728, 807, 889, 904]
recruit-item: ২। হিসাব রক্ষক অফিসার ১-১০ জন, বেতন শিক্ষানবিশকালে ৩৫,০০০/- টাকা: [1074, 714, 1342, 725]
column-2: [215, 95, 544, 2197]
recruit-signature: সহকারী পরিচালক, প্রধান কার্যালয়, পশ্চিম বৃন্দাবন পাড়া, বগুড়া: [1181, 859, 1405, 869]
column-divider: [548, 95, 549, 2197]
article-body: বগুড়ার আদমদীঘির সান্তাহার রেলওয়ে থানা পুলিশ (জিআরপি) চোর চক্রের সক্রিয় সদস্য সন্দেহে চারজনকে গ্রেফতার করেছে। গত বুধবার রাতে অভিযান চালিয়ে তাদের গ্রেফতার করা হয়। গ্রেফতারকৃতরা হলো নাটোরের লালপুর উপজেলার বিভিন্ন গ্রামের বাসিন্দা। পুলিশ জানায়, তারা দীর্ঘদিন ধরে ট্রেনযাত্রীদের মোবাইল ফোন ও মালামাল চুরি করে আসছিল। তাদের বিরুদ্ধে মামলা দায়ের করে বৃহস্পতিবার আদালতের মাধ্যমে জেলহাজতে পাঠানো হয়েছে।: [215, 422, 544, 513]
ad-title: নিয়োগ বিজ্ঞপ্তি: [735, 1379, 882, 1415]
article-body: সোনাতলা উপজেলার নিজ গ্রামে স্ত্রীর সমাধির পাশে তাকে দাফন করা হয়। জানাজায় জনপ্রতিনিধি, রাজনৈতিক নেতাকর্মী ও বিভিন্ন শ্রেণি-পেশার মানুষ অংশ নেন। তার মৃত্যুতে এলাকায় শোকের ছায়া নেমে আসে। বিভিন্ন সংগঠন শোক প্রকাশ করেছে।: [215, 1346, 544, 1405]
article-body: মুন্সিগঞ্জে নির্মাণাধীন দোতলা সড়ক চালু হলে এ অঞ্চলে যানবাহনের গতি কয়েক গুণ বাড়বে বলে জানিয়েছেন সংশ্লিষ্টরা। প্রকল্প সংশ্লিষ্টরা জানান, সড়কটির কাজ দ্রুত এগিয়ে চলছে। নির্ধারিত সময়ের মধ্যেই কাজ শেষ করার লক্ষ্য রয়েছে। সড়কটি চালু হলে ঢাকার সঙ্গে দক্ষিণাঞ্চলের যোগাযোগ আরও সহজ হবে এবং যানজট কমবে।: [215, 571, 375, 672]
headline: সোনাতলায় স্ত্রীর সমাধির পাশেই: [274, 1123, 485, 1144]
ad-body: বগুড়া শহরের প্রাণকেন্দ্রে জায়গা বিক্রয় করা হবে।: [735, 852, 882, 876]
ganja-article: [382, 529, 544, 811]
headline: সান্তাহারে চোর চক্রের চারজন গ্রেফতার: [219, 254, 540, 319]
divider: [215, 1115, 544, 1117]
ad-title: হারানো বিজ্ঞপ্তি: [735, 916, 882, 952]
grave-article: [215, 1123, 544, 1538]
suspect-photo: [379, 95, 456, 215]
doctor-name: ডাঃ মনোজ্জ চিত্রলেখা কুন্ডু: [1073, 141, 1405, 174]
ad-phone: মোবাইল: ০১৭২৬৫৬৩৬৬৯: [923, 1445, 1032, 1457]
recruit-item: ৪। এরিয়া ম্যানেজার ১-১৩ জন, বেতন শিক্ষানবিশকালে ৩০,০০০/- টাকা: [1074, 740, 1327, 751]
photo-caption: গ্রেফতারকৃত মাদক ব্যবসায়ী নাজিম উদ্দীন: [219, 941, 371, 953]
clinic-phone: ০১৭৭০-৬১১৯১১: [1203, 227, 1276, 239]
article-body: সারা দেশের সব এলাকায় সময়ের লোডশেডিংয়ের সরকারি নির্দেশনা মানছে না বিতরণ কোম্পানিগুলো। তীব্র গরমে গ্রামের মানুষের পোহাতে হচ্ছে অতিরিক্ত ভোগান্তি। আর বাড়ছে বিদ্যুৎ গ্রাহকের অভিযোগ। বিদ্যুৎ বিভাগ সূত্রে জানা গেছে, এলাকাভিত্তিক লোডশেডিংয়ের সময়সূচি প্রকাশ করে বিতরণ কোম্পানিগুলো। কিন্তু বাস্তবে সূচি মেনে বিদ্যুৎ সরবরাহ করা হচ্ছে না। গ্রামাঞ্চলে এক ঘণ্টার জায়গায় দুই থেকে তিন ঘণ্টা পর্যন্ত বিদ্যুৎ থাকছে না। শহরেও একই চিত্র দেখা যাচ্ছে। বিদ্যুৎ না থাকায় ব্যাহত হচ্ছে ছোট কলকারখানা ও ব্যবসা প্রতিষ্ঠানের কার্যক্রম। প্রতিমন্ত্রী জানিয়েছেন, পরিস্থিতি সামাল দিতে সবাইকে সাশ্রয়ী হতে হবে এবং সূচি মেনে চলতে নির্দেশ দেওয়া হয়েছে।: [32, 745, 207, 1006]
ad-body: সুত্রাপুর গোহাইল রোডের নিকটে জায়গাসহ বাড়ী বিক্রয় হইবে।: [735, 1314, 882, 1339]
headline: পাঁচবিবিতে ২০ কেজি গাঁজাসহ গ্রেফতার ২: [390, 673, 536, 714]
ad-title: জায়গা বিক্রয়: [735, 813, 882, 849]
headline: রংপুর অঞ্চলে আবহাওয়ার: [564, 900, 708, 917]
ad-phone: ০১৭১৫-৫৮৬৯১৬: [772, 778, 846, 790]
notice-title: লিগ্যাল নোটিশ: [1073, 448, 1405, 490]
ad-title: হারিয়েছে: [735, 1032, 882, 1068]
divider: [215, 521, 544, 522]
newspaper-name: [1304, 43, 1412, 97]
divider: [552, 1078, 720, 1079]
ad-subheadline: এক চান্স প্রাজ্ঞমা সেবন করুন ও দিন দাম্পত্য জীবন সুখ থাকুন! ২১ দিনে সব যৌন সমস্যা থেকে মুক্তি: [1080, 942, 1399, 972]
accused-photo: [215, 818, 367, 938]
ad-phone: 01721595465: [1074, 1301, 1405, 1335]
dateline: দুপচাঁচিয়া (বগুড়া) প্রতিনিধি :: [728, 309, 854, 320]
headline: সান্তাহারে ইয়াবা ও হেরোইনসহ মাদককারবারি গ্রেফতার: [226, 962, 364, 1011]
headline: ক্রেতা নেই মাংসের দোকানে চড়া মাছের বাজার: [570, 100, 703, 160]
notice-signature: মুক্তা বিল্লাল হোসেন, এ্যাডভোকেট, জজকোর্ট, বগুড়া: [1215, 416, 1405, 428]
missing-person-ad: [728, 1026, 889, 1136]
article-body: বগুড়ার দুপচাঁচিয়া থানা পুলিশ অপহৃত মাদ্রাসা ছাত্রীকে উদ্ধার এবং অপহরণের অভিযোগে এক যুবককে গ্রেফতার করেছে। থানা সূত্রে জানা গেছে, উপজেলার একটি গ্রামের এক কিশোরী মাদ্রাসা থেকে বাড়ি ফেরার পথে অপহৃত হয়। পরে তার পরিবার থানায় অভিযোগ দায়ের করলে পুলিশ তথ্যপ্রযুক্তির সহায়তায় অভিযান চালিয়ে তাকে উদ্ধার করে। এ সময় অভিযুক্ত যুবক সিফাতকে গ্রেফতার করা হয়। শুক্রবার তাকে আদালতের মাধ্যমে জেলহাজতে পাঠানো হয়েছে।: [895, 156, 1059, 296]
date-line: শনিবার ২ শ্রাবণ ১৪২৯ । ১৬ জুলাই ২০২২: [948, 55, 1211, 73]
photo-credit: -করতোয়া: [361, 234, 398, 245]
continuation-note: (৩য় পৃষ্ঠার পর): [435, 844, 491, 856]
ad-title: হারানো বিজ্ঞপ্তি: [735, 1148, 882, 1184]
suspect-photo: [215, 95, 292, 215]
article-body: সোনাতলা উপজেলার নিজ গ্রামে স্ত্রীর সমাধির পাশে তাকে দাফন করা হয়। জানাজায় জনপ্রতিনিধি, রাজনৈতিক নেতাকর্মী ও বিভিন্ন শ্রেণি-পেশার মানুষ অংশ নেন। তার মৃত্যুতে এলাকায় শোকের ছায়া নেমে আসে। বিভিন্ন সংগঠন শোক প্রকাশ করেছে।: [215, 1477, 544, 1536]
accused-photo: [728, 156, 889, 285]
article-body: সাপ্তাহিক ছুটির দিনে বিশ্বের দীর্ঘতম সমুদ্রসৈকত কক্সবাজারে পর্যটকের জনস্রোত নেমেছে। ঈদুল আজহার পর থেকেই সৈকতের সুগন্ধা, কলাতলী ও লাবণী পয়েন্টে ভিড় বেড়েছে। হোটেল-মোটেল ও গেস্টহাউসগুলোর অধিকাংশ কক্ষ আগাম বুকিং হয়ে গেছে। পর্যটকদের নিরাপত্তায় ট্যুরিস্ট পুলিশ ও লাইফগার্ড সদস্যরা সতর্ক অবস্থানে রয়েছেন। ব্যবসায়ীরা জানান, দীর্ঘদিন পর জমজমাট বেচাকেনায় তারা খুশি। তবে কিছু হোটেলে অতিরিক্ত ভাড়া আদায়ের অভিযোগও পাওয়া গেছে। জেলা প্রশাসন জানিয়েছে, সৈকতে পর্যটকদের সেবায় একাধিক তথ্যকেন্দ্র চালু রয়েছে এবং হয়রানি রোধে ভ্রাম্যমাণ আদালত পরিচালনা করা হচ্ছে।: [32, 1069, 207, 1314]
tonic-ad: [1067, 1093, 1412, 1343]
article-body: এরপর তাকে উদ্ধার করে চাঁপাইনবাবগঞ্জ আধুনিক সদর হাসপাতালে নেওয়া হলে কর্তব্যরত চিকিৎসক তাকে মৃত ঘোষণা করেন। এ ঘটনায় পুলিশ একজনকে আটক করেছে। নিহতের পরিবার মামলা দায়েরের প্রস্তুতি নিচ্ছে বলে জানা গেছে।: [382, 946, 544, 1021]
doctor-portrait: [1074, 1172, 1146, 1260]
chapai-article: [382, 818, 544, 1109]
ad-phone: মোবাঃ ০১৭৩৫-৩৩৩৪৮৯: [757, 1114, 860, 1125]
job-ad: [728, 1372, 889, 1482]
article-body: রাত গভীর হলেও শহরের বিভিন্ন মোড়ে মানুষের আনাগোনা থেমে থাকে না। দিনের কাজ শেষে অনেকেই জীবিকার তাগিদে রাতেও কাজ করেন। তাদের কাছে রাত মানেই নতুন আশা।: [552, 1670, 720, 1745]
masthead: [32, 42, 1412, 88]
split-row: [215, 818, 544, 1109]
recruit-item: ১। সমন্বয়কারী অফিসার ১-১০ জন, বেতন শিক্ষানবিশকালে ৪০,০০০/- টাকা: [1074, 701, 1337, 713]
ad-phone: মোবাইল: ০১৭২২-১১৮৯৫৪: [752, 674, 866, 686]
recruit-list: [1074, 701, 1405, 816]
divider: [895, 1211, 1059, 1213]
suspect-photo: [297, 95, 374, 215]
divider: [32, 1014, 207, 1016]
ad-price: প্রাজ্ঞমা সাধারণ ২,৮৫০ টাকার স্পেশাল ফ্রি, প্রাজ্ঞমা মূল্য ২,৯৫০ টাকা মাত্র: [1074, 1036, 1405, 1057]
column-divider: [724, 95, 725, 2197]
dateline: আদমদীঘি (বগুড়া) প্রতিনিধি :: [215, 326, 339, 339]
